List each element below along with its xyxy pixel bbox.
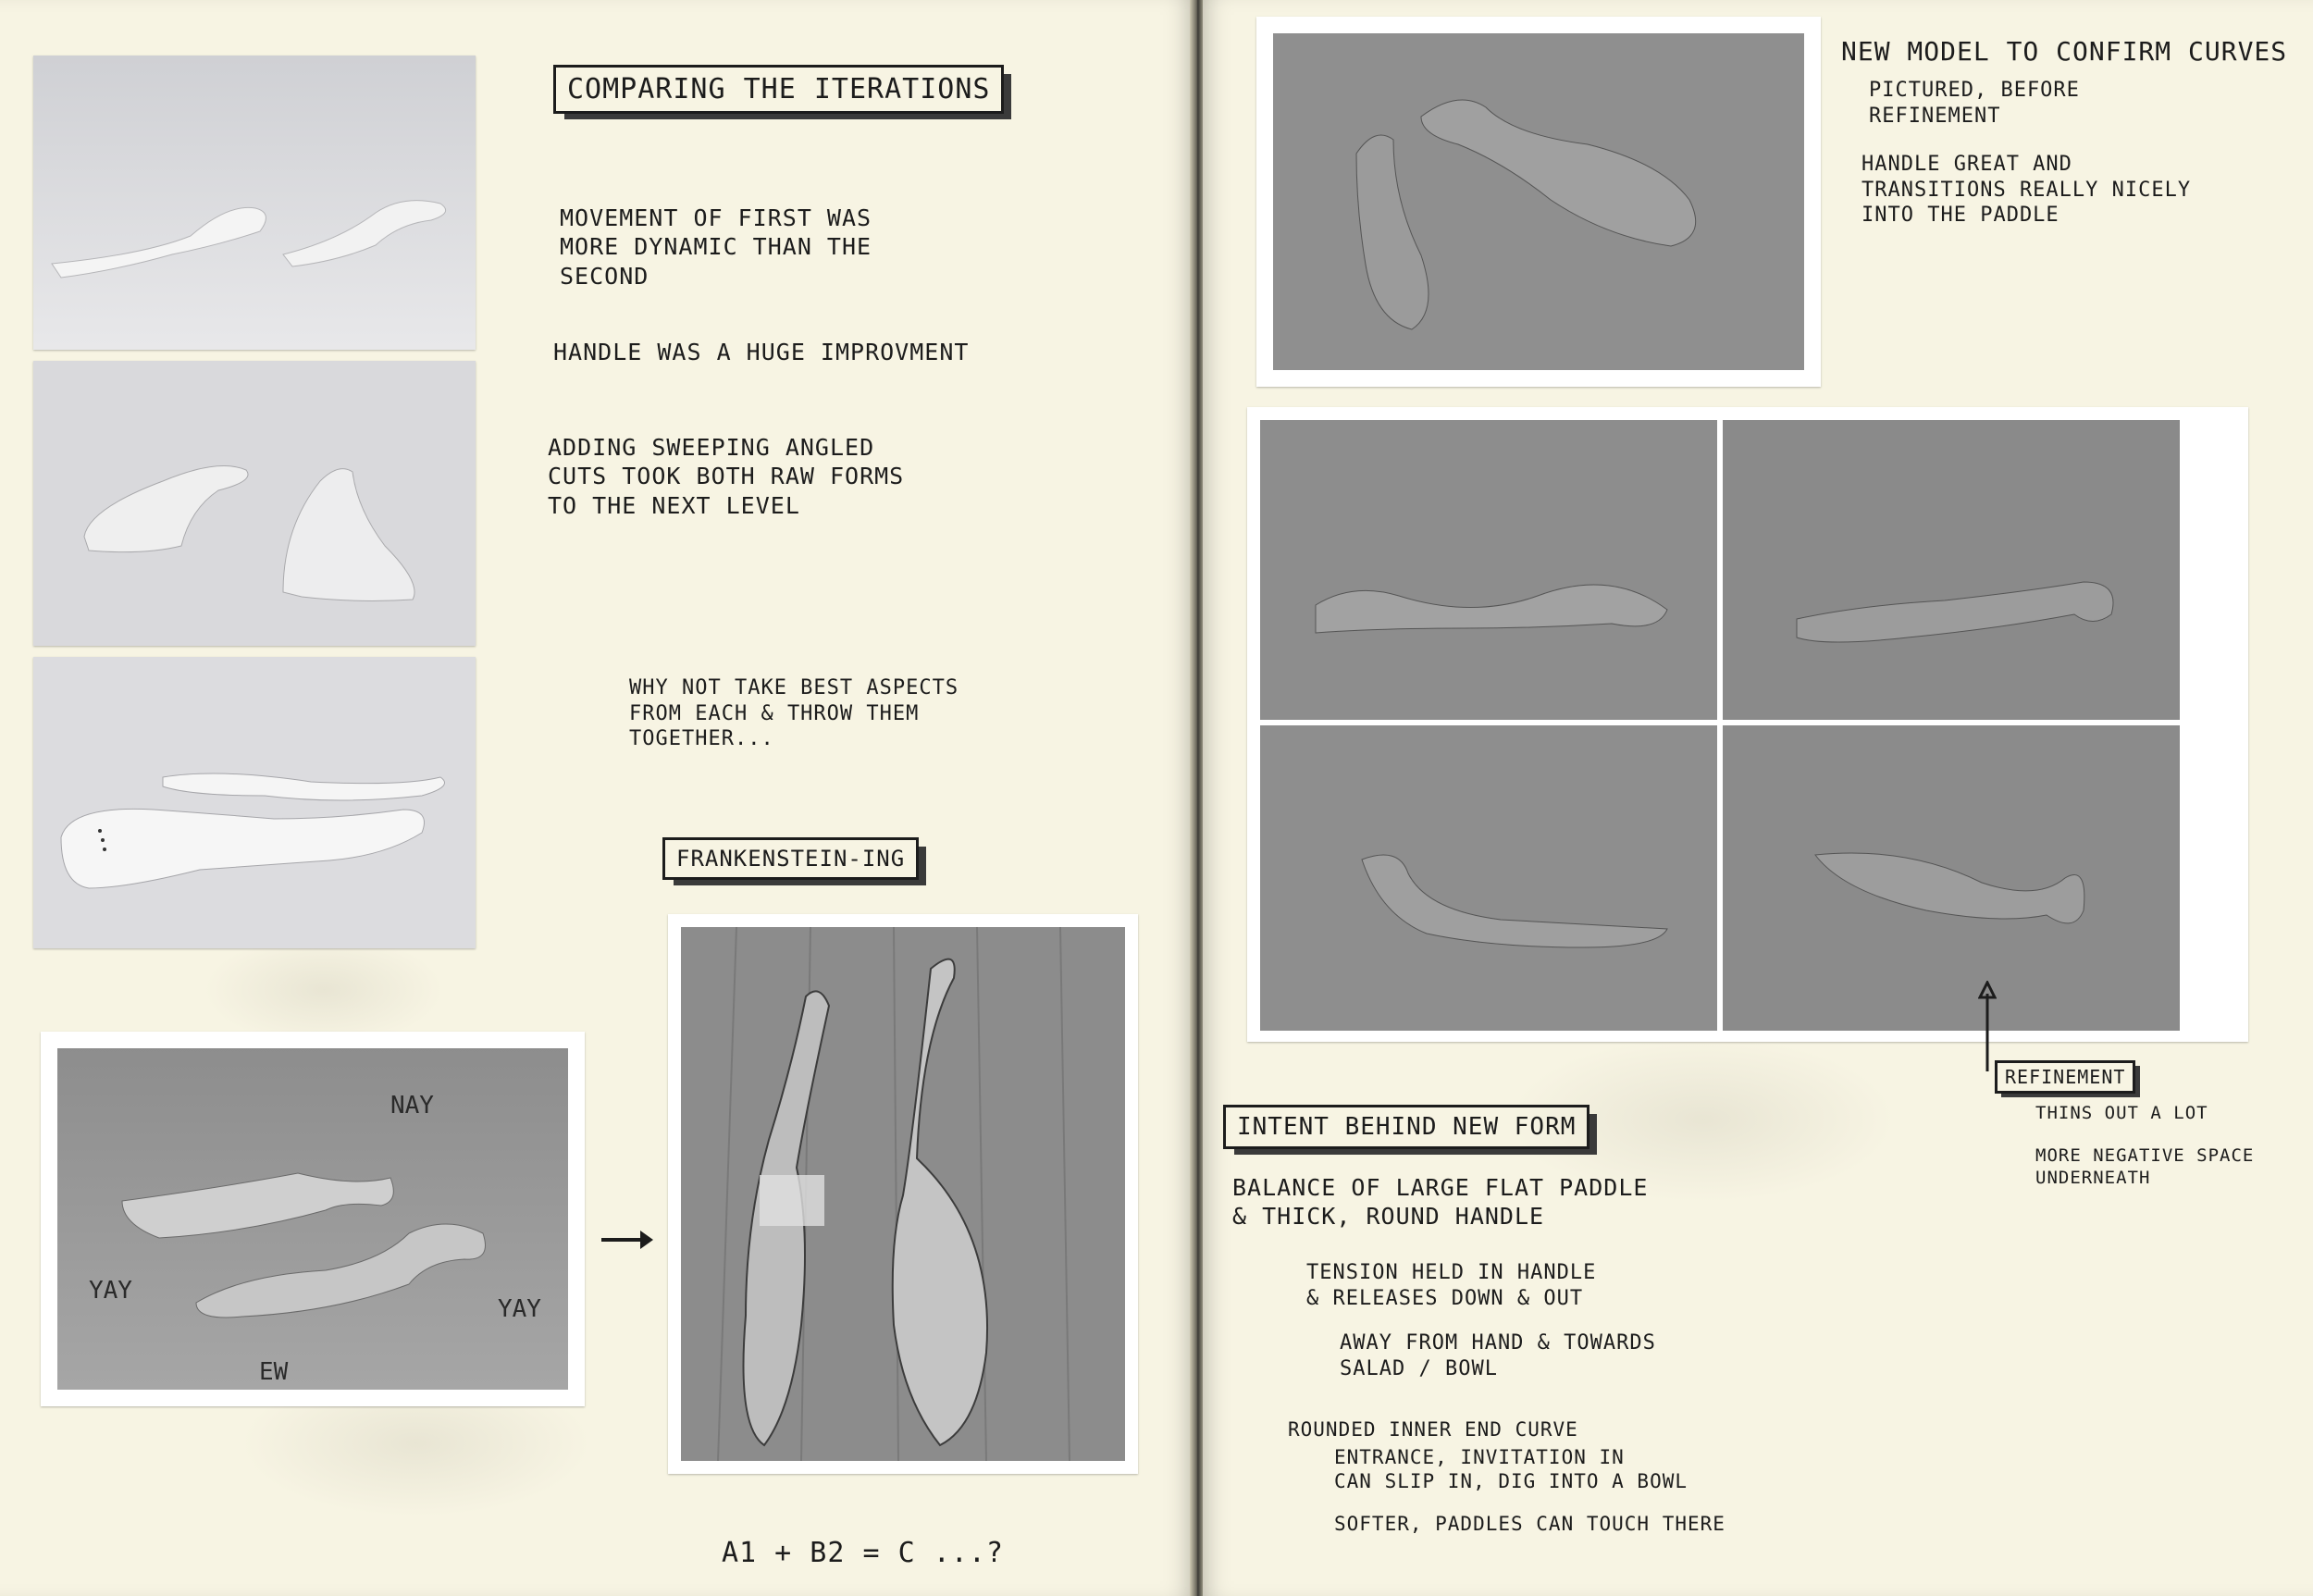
model-subnote-pictured: PICTURED, BEFORE REFINEMENT	[1869, 79, 2080, 128]
iteration-photo-2	[33, 361, 476, 646]
right-page	[1203, 0, 2313, 1596]
refinement-note-negative-space: MORE NEGATIVE SPACE UNDERNEATH	[2035, 1145, 2255, 1188]
comparing-header: COMPARING THE ITERATIONS	[553, 65, 1004, 114]
refinement-photo-grid	[1247, 407, 2248, 1042]
note-movement: MOVEMENT OF FIRST WAS MORE DYNAMIC THAN THE SECOND	[560, 204, 872, 290]
refinement-note-thins: THINS OUT A LOT	[2035, 1103, 2208, 1123]
label-nay: NAY	[390, 1092, 434, 1120]
intent-note-tension: TENSION HELD IN HANDLE & RELEASES DOWN & OUT	[1306, 1261, 1597, 1310]
frankenstein-header: FRANKENSTEIN-ING	[662, 837, 919, 880]
label-ew: EW	[259, 1358, 289, 1386]
note-sweeping-cuts: ADDING SWEEPING ANGLED CUTS TOOK BOTH RAW FORMS TO THE NEXT LEVEL	[548, 434, 905, 519]
intent-note-rounded: ROUNDED INNER END CURVE	[1288, 1418, 1578, 1441]
label-yay-right: YAY	[498, 1295, 541, 1323]
new-model-photo	[1256, 17, 1821, 387]
model-subnote-handle: HANDLE GREAT AND TRANSITIONS REALLY NICELY INTO THE PADDLE	[1862, 153, 2192, 227]
iteration-photo-1	[33, 56, 476, 350]
intent-note-entrance: ENTRANCE, INVITATION IN CAN SLIP IN, DIG INTO A BOWL	[1334, 1446, 1688, 1493]
intent-note-softer: SOFTER, PADDLES CAN TOUCH THERE	[1334, 1513, 1725, 1535]
iteration-photo-3	[33, 657, 476, 948]
model-note: NEW MODEL TO CONFIRM CURVES	[1841, 36, 2288, 67]
question-note: WHY NOT TAKE BEST ASPECTS FROM EACH & THROW THEM TOGETHER...	[629, 676, 959, 750]
annotated-photo	[41, 1032, 585, 1406]
arrow-up-icon	[1978, 981, 1997, 1073]
arrow-right-icon	[600, 1229, 655, 1251]
label-yay-left: YAY	[89, 1277, 132, 1305]
intent-header: INTENT BEHIND NEW FORM	[1223, 1105, 1589, 1149]
note-handle: HANDLE WAS A HUGE IMPROVMENT	[553, 339, 970, 365]
intent-main: BALANCE OF LARGE FLAT PADDLE & THICK, ROUND HANDLE	[1232, 1174, 1649, 1231]
frankenstein-photo	[668, 914, 1138, 1474]
refinement-header: REFINEMENT	[1995, 1060, 2135, 1094]
intent-note-away: AWAY FROM HAND & TOWARDS SALAD / BOWL	[1340, 1331, 1656, 1380]
equation: A1 + B2 = C ...?	[722, 1537, 1004, 1569]
